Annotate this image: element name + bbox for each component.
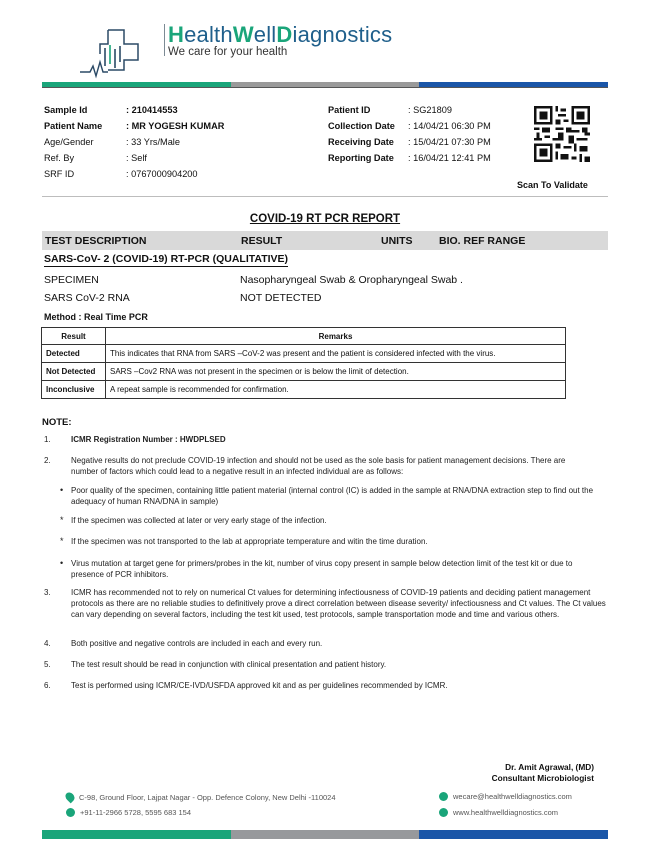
table-row: Detected This indicates that RNA from SARS –CoV-2 was present and the patient is considered infected with the virus.: [42, 345, 566, 363]
srf-id-row: SRF ID : 0767000904200: [44, 169, 198, 179]
brand-tagline: We care for your health: [168, 46, 288, 58]
collection-date-row: Collection Date : 14/04/21 06:30 PM: [328, 121, 491, 131]
results-table-header: [42, 231, 608, 250]
phone-icon: [66, 808, 75, 817]
patient-info-left: [44, 102, 224, 182]
header-result: Result: [42, 328, 106, 345]
age-gender-row: Age/Gender : 33 Yrs/Male: [44, 137, 180, 147]
note-item: 6. Test is performed using ICMR/CE-IVD/USFDA approved kit and as per guidelines recommended by ICMR.: [44, 681, 448, 690]
section-divider: [42, 196, 608, 197]
note-item: 5. The test result should be read in conjunction with clinical presentation and patient history.: [44, 660, 387, 669]
note-bullet: • Poor quality of the specimen, containing little patient material (internal control (IC) is added in the sample at RNA/DNA extraction step to find out the adequacy of human RNA/DNA in sample): [60, 485, 594, 506]
footer-website[interactable]: www.healthwelldiagnostics.com: [439, 808, 558, 817]
reporting-date-row: Reporting Date : 16/04/21 12:41 PM: [328, 153, 491, 163]
footer-color-bar: [42, 830, 608, 839]
doctor-name: Dr. Amit Agrawal, (MD): [505, 762, 594, 772]
note-item: 1. ICMR Registration Number : HWDPLSED: [44, 435, 226, 444]
ref-by-row: Ref. By : Self: [44, 153, 147, 163]
qr-code-icon[interactable]: [534, 106, 590, 162]
header-remarks: Remarks: [106, 328, 566, 345]
brand-name: HealthWellDiagnostics: [168, 22, 393, 47]
report-title: COVID-19 RT PCR REPORT: [249, 213, 401, 225]
column-test-description: TEST DESCRIPTION: [45, 235, 147, 247]
table-row: Not Detected SARS –Cov2 RNA was not present in the specimen or is below the limit of detection.: [42, 363, 566, 381]
specimen-value: Nasopharyngeal Swab & Oropharyngeal Swab .: [240, 274, 463, 286]
note-bullet: * If the specimen was not transported to the lab at appropriate temperature and witin the time duration.: [60, 536, 428, 546]
globe-icon: [439, 808, 448, 817]
result-interpretation-table: [41, 327, 566, 399]
email-icon: [439, 792, 448, 801]
notes-heading: NOTE:: [42, 417, 72, 428]
table-row: Inconclusive A repeat sample is recommended for confirmation.: [42, 381, 566, 399]
footer-address: C-98, Ground Floor, Lajpat Nagar - Opp. Defence Colony, New Delhi -110024: [66, 792, 336, 802]
patient-name-row: Patient Name : MR YOGESH KUMAR: [44, 121, 225, 131]
specimen-label: SPECIMEN: [44, 274, 99, 286]
doctor-title: Consultant Microbiologist: [491, 773, 594, 783]
note-item: 4. Both positive and negative controls are included in each and every run.: [44, 639, 323, 648]
note-bullet: * If the specimen was collected at later or very early stage of the infection.: [60, 515, 327, 525]
note-item: 3. ICMR has recommended not to rely on numerical Ct values for determining infectiousness of COVID-19 patients and deciding patient management protocols as there are no reliable studies to definitively prove a direct correlation between disease severity/ infectiousness and Ct values. The Ct values can vary depending on several factors, including the test kit used, test protocols, sample transportation mode and time and various others.: [44, 588, 606, 619]
test-name: SARS-CoV- 2 (COVID-19) RT-PCR (QUALITATIVE): [44, 253, 289, 265]
note-bullet: • Virus mutation at target gene for primers/probes in the kit, number of virus copy present in sample below detection limit of the test kit or due to presence of PCR inhibitors.: [60, 558, 573, 579]
rna-label: SARS CoV-2 RNA: [44, 292, 130, 304]
location-pin-icon: [64, 791, 77, 804]
method-label: Method : Real Time PCR: [44, 312, 148, 322]
footer-phone: +91-11-2966 5728, 5595 683 154: [66, 808, 191, 817]
receiving-date-row: Receiving Date : 15/04/21 07:30 PM: [328, 137, 491, 147]
patient-id-row: Patient ID : SG21809: [328, 105, 452, 115]
sample-id-row: Sample Id : 210414553: [44, 105, 178, 115]
footer-email[interactable]: wecare@healthwelldiagnostics.com: [439, 792, 572, 801]
table-header-row: [42, 328, 566, 345]
column-units: UNITS: [381, 235, 413, 247]
rna-result-value: NOT DETECTED: [240, 292, 322, 304]
column-result: RESULT: [241, 235, 283, 247]
logo-divider: [164, 24, 165, 56]
signature-block: [430, 762, 594, 784]
note-item: 2. Negative results do not preclude COVID-19 infection and should not be used as the sole basis for patient management decisions. There are number of factors which could lead to a negative result in an infected individual are as follows:: [44, 456, 566, 476]
patient-info-right: [328, 102, 491, 166]
column-bio-ref-range: BIO. REF RANGE: [439, 235, 526, 247]
header-divider: [42, 87, 608, 88]
scan-to-validate-label: Scan To Validate: [517, 180, 588, 190]
logo-cross-heartbeat-icon: [78, 24, 148, 82]
